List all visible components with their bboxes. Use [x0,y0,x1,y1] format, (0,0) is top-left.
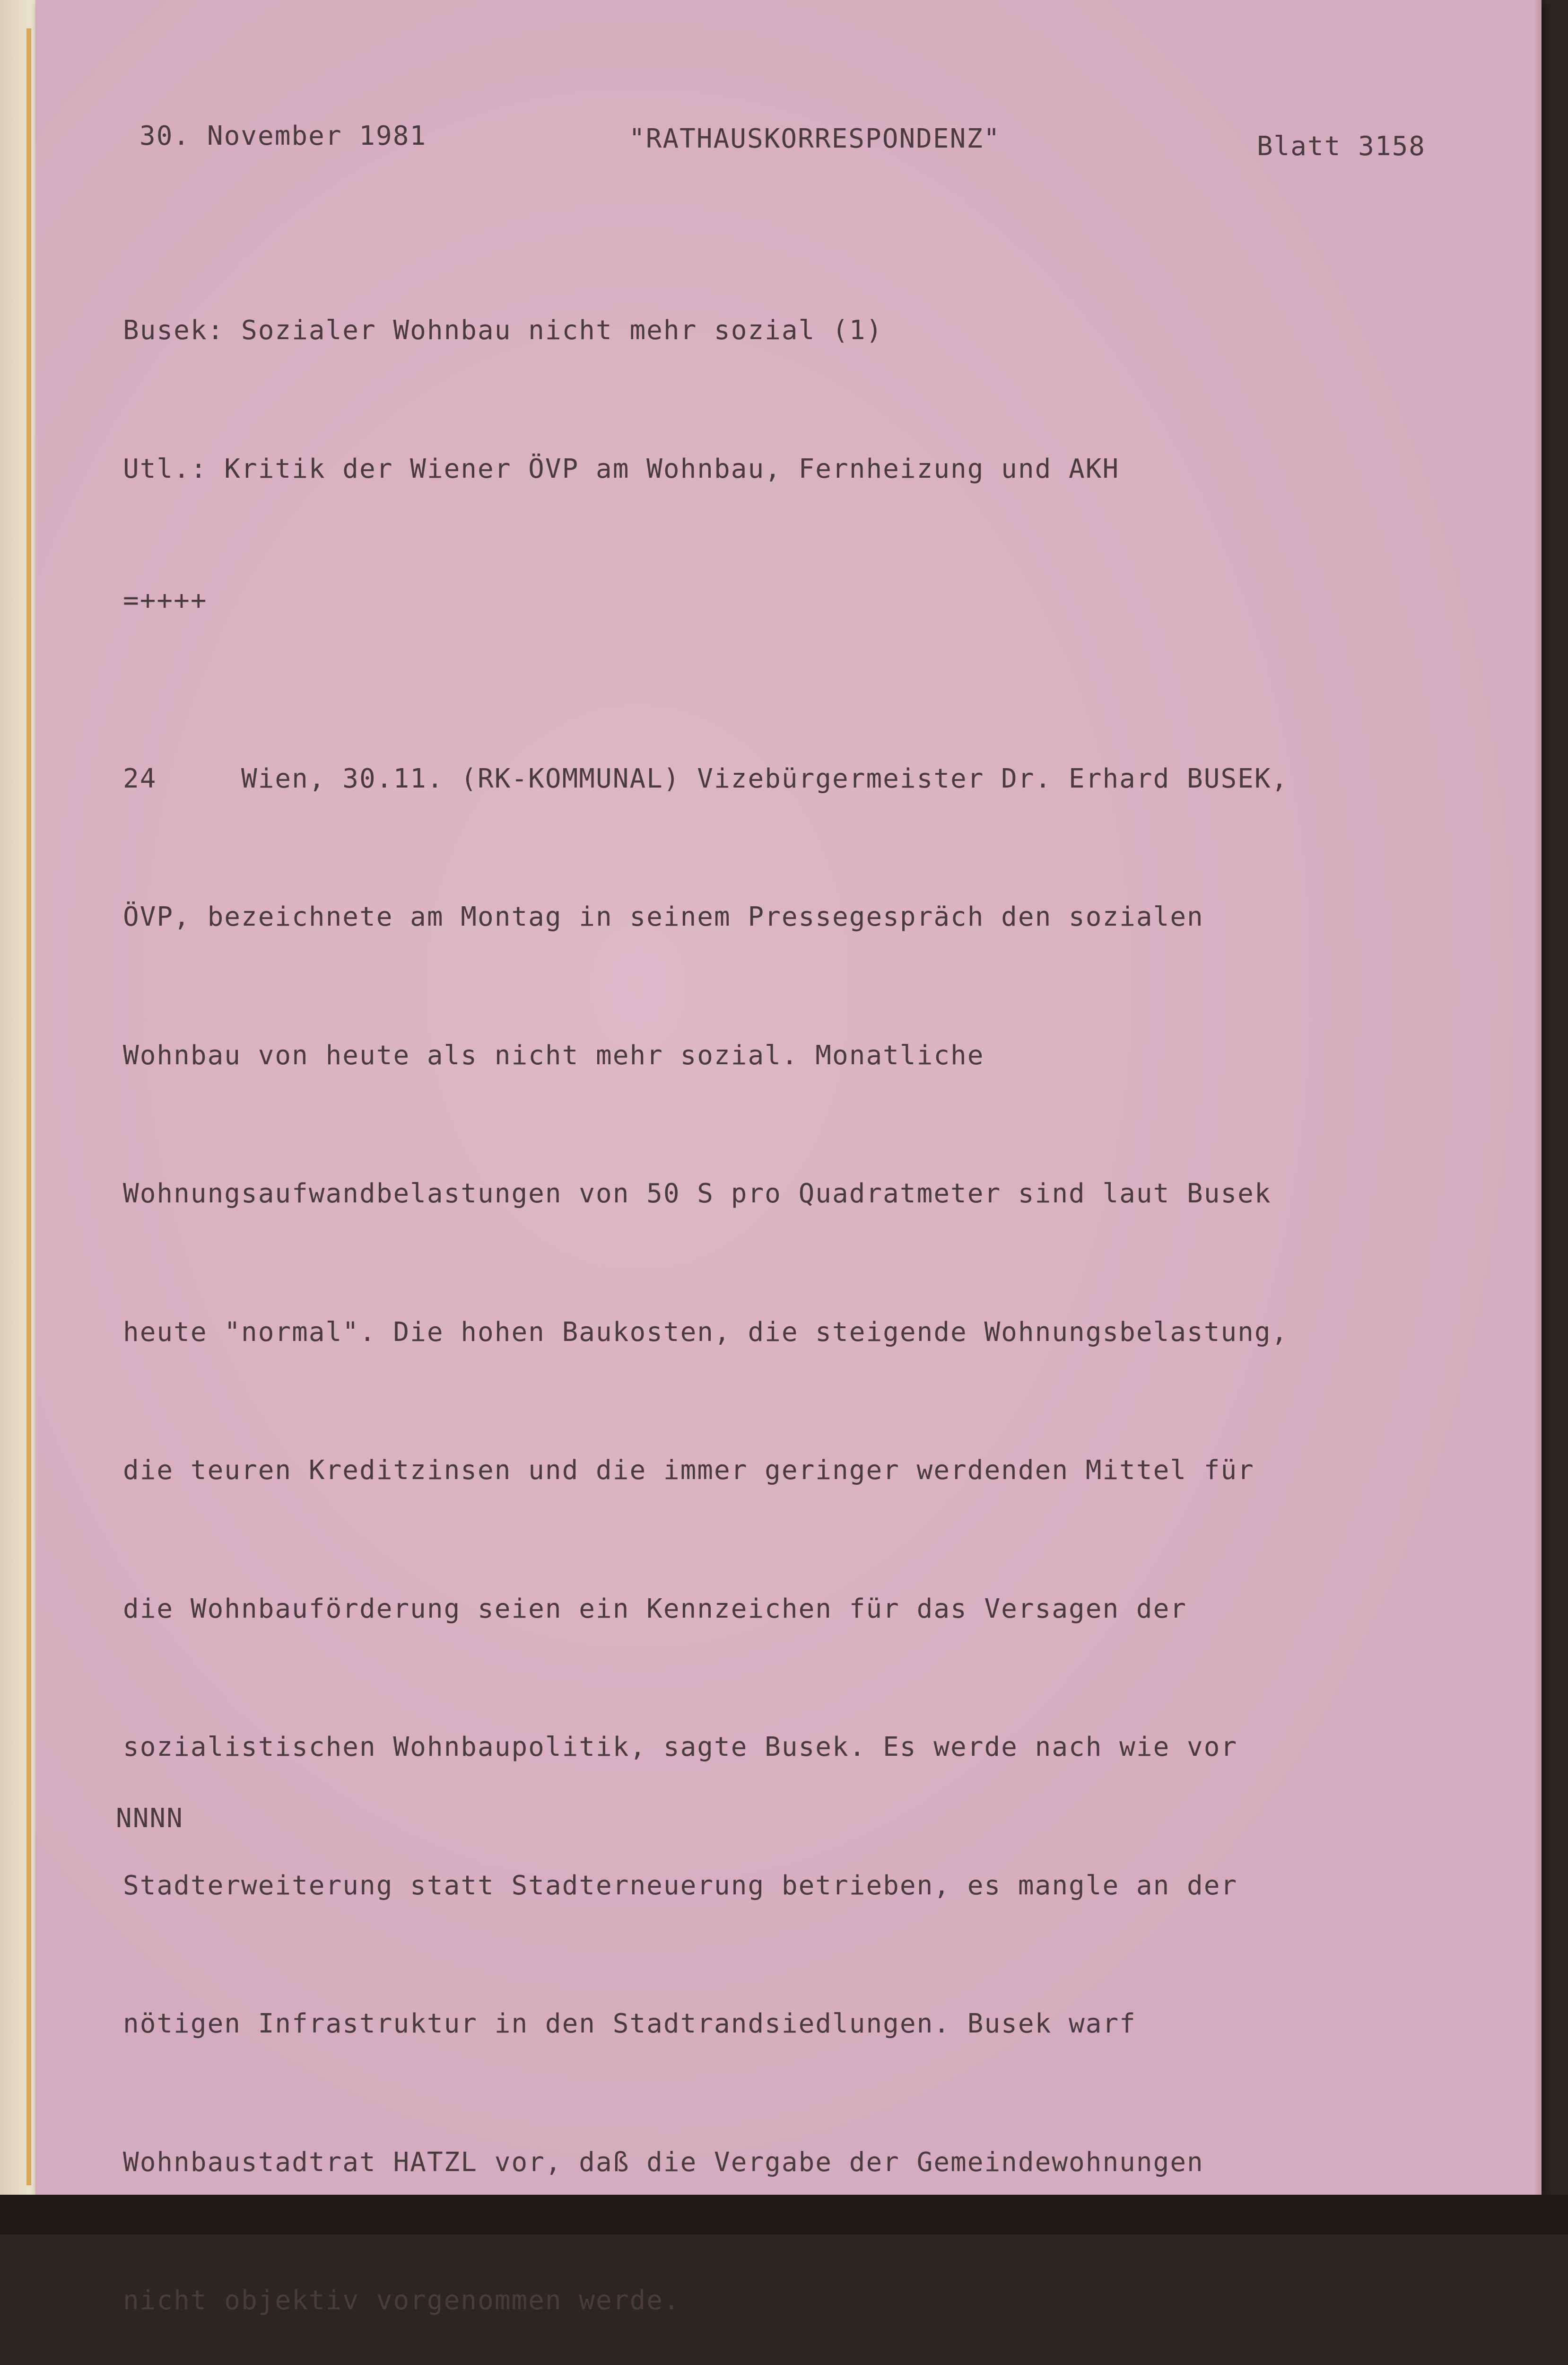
article-body [123,215,1456,2365]
scan-background-bottom [0,2195,1568,2234]
header-date: 30. November 1981 [139,121,427,151]
paragraph-line: Wohnungsaufwandbelastungen von 50 S pro Quadratmeter sind laut Busek [123,1178,1272,1209]
paragraph-line: die Wohnbauförderung seien ein Kennzeichen für das Versagen der [123,1593,1187,1624]
document-header [139,121,1426,162]
paragraph-line: Stadterweiterung statt Stadterneuerung betrieben, es mangle an der [123,1870,1238,1901]
page-edge-stripe [26,28,31,2185]
paragraph-line: Wohnbaustadtrat HATZL vor, daß die Vergabe der Gemeindewohnungen [123,2146,1204,2178]
end-mark: NNNN [116,1803,183,1834]
paragraph-line: sozialistischen Wohnbaupolitik, sagte Busek. Es werde nach wie vor [123,1732,1238,1762]
paragraph-line: nicht objektiv vorgenommen werde. [123,2285,680,2316]
paragraph-line: ÖVP, bezeichnete am Montag in seinem Pressegespräch den sozialen [123,902,1204,932]
paragraph-line: nötigen Infrastruktur in den Stadtrandsiedlungen. Busek warf [123,2008,1136,2039]
article-separator: =++++ [123,585,208,616]
article-title: Busek: Sozialer Wohnbau nicht mehr sozial (1) [123,315,883,346]
header-sheet-number: Blatt 3158 [1256,131,1426,162]
paragraph-line: heute "normal". Die hohen Baukosten, die steigende Wohnungsbelastung, [123,1316,1289,1348]
paragraph-line: 24 Wien, 30.11. (RK-KOMMUNAL) Vizebürgermeister Dr. Erhard BUSEK, [123,763,1289,794]
sheet-right-edge [1535,0,1542,2195]
paragraph-line: Wohnbau von heute als nicht mehr sozial. Monatliche [123,1040,984,1071]
article-subtitle: Utl.: Kritik der Wiener ÖVP am Wohnbau, Fernheizung und AKH [123,453,1120,484]
header-publication: "RATHAUSKORRESPONDENZ" [629,123,1001,154]
paragraph-line: die teuren Kreditzinsen und die immer geringer werdenden Mittel für [123,1455,1254,1486]
